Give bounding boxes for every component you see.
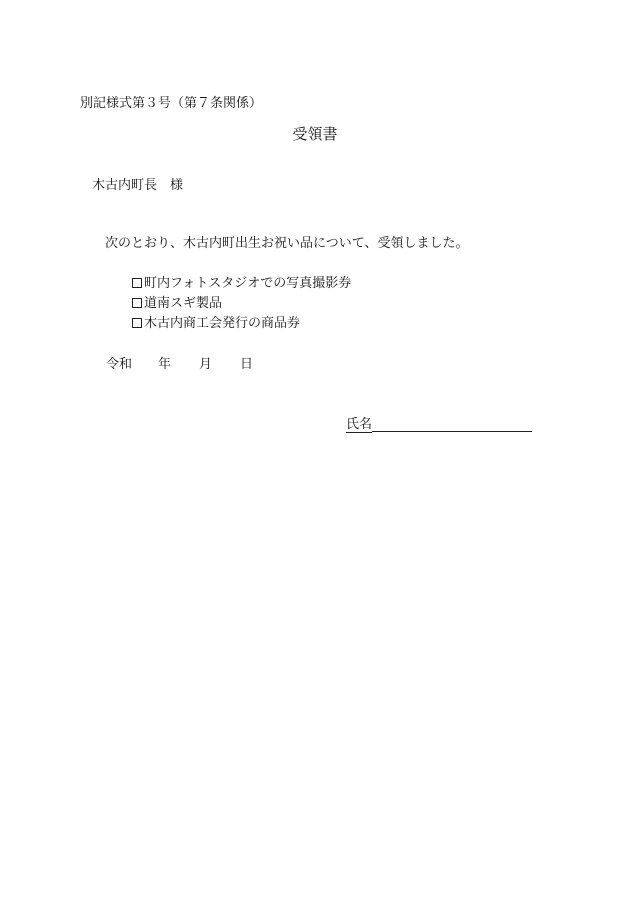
checkbox[interactable] (132, 298, 142, 308)
document-title: 受領書 (292, 125, 338, 143)
checklist-item-label: 道南スギ製品 (144, 296, 223, 311)
date-year-label: 年 (158, 357, 172, 372)
body-text: 次のとおり、木古内町出生お祝い品について、受領しました。 (105, 236, 469, 251)
date-row (106, 357, 253, 373)
name-label: 氏名 (346, 417, 373, 432)
checklist-item-label: 町内フォトスタジオでの写真撮影券 (144, 276, 352, 291)
checkbox[interactable] (132, 318, 142, 328)
checklist-item[interactable] (132, 296, 222, 312)
date-month-label: 月 (199, 357, 213, 372)
date-era: 令和 (106, 357, 133, 372)
name-signature-line[interactable] (372, 417, 532, 432)
checklist-item-label: 木古内商工会発行の商品券 (144, 316, 301, 331)
addressee: 木古内町長 様 (92, 178, 184, 193)
form-number: 別記様式第３号（第７条関係） (80, 96, 263, 111)
checkbox[interactable] (132, 278, 142, 288)
checklist-item[interactable] (132, 276, 351, 292)
date-day-label: 日 (240, 357, 254, 372)
name-row (346, 417, 532, 433)
checklist-item[interactable] (132, 316, 300, 332)
